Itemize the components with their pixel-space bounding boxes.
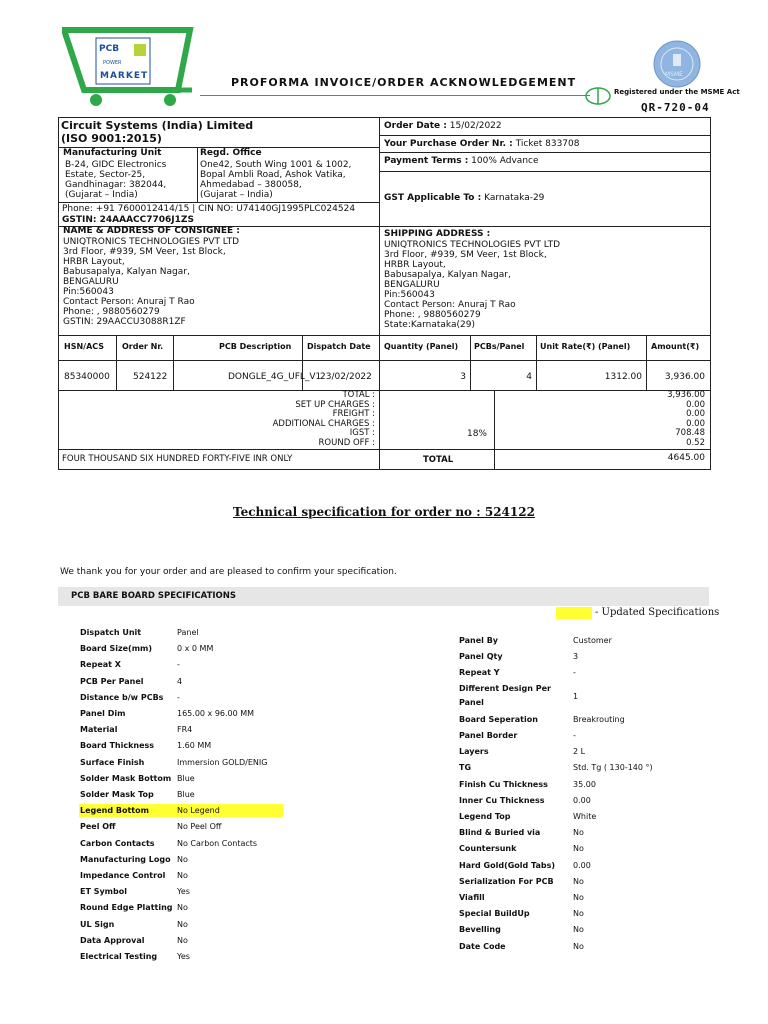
item-dispatch: 23/02/2022 [320,372,372,382]
col-header-rate: Unit Rate(₹) (Panel) [540,342,631,351]
phone-cin: Phone: +91 7600012414/15 | CIN NO: U74140GJ1995PLC024524 [62,204,356,214]
address-line: (Gujarat – India) [65,190,138,200]
order-date-value: 15/02/2022 [449,121,502,131]
pcb-power-market-logo [62,26,202,108]
spec-row [80,774,290,784]
spec-label: Board Seperation [459,714,538,724]
spec-label: Finish Cu Thickness [459,779,548,789]
divider [58,360,711,361]
msme-seal [652,40,702,92]
spec-row [459,812,709,822]
mfg-unit-label: Manufacturing Unit [63,148,162,158]
spec-value: No Carbon Contacts [177,838,258,848]
spec-row [459,652,709,662]
regd-office-address [200,160,351,200]
address-line: 3rd Floor, #939, SM Veer, 1st Block, [384,250,547,260]
charge-value: 0.00 [686,399,705,410]
payment-value: 100% Advance [471,156,539,166]
spec-label: Solder Mask Bottom [80,773,172,783]
title-rule [200,95,590,96]
total-label: TOTAL [423,455,454,465]
divider [379,226,711,227]
regd-office-label: Regd. Office [200,148,262,158]
address-line: BENGALURU [384,280,440,290]
logo-text-market: MARKET [100,71,149,81]
spec-label: UL Sign [80,919,115,929]
address-line: GSTIN: 29AACCU3088R1ZF [63,317,186,327]
spec-label: Countersunk [459,844,517,854]
spec-row [459,861,709,871]
spec-row [459,925,709,935]
spec-row [80,644,290,654]
spec-label: Panel Qty [459,652,503,662]
document-code: QR-720-04 [641,101,710,114]
spec-value: No [177,919,188,929]
spec-value: 0.00 [573,795,591,805]
spec-value: No Legend [177,806,220,816]
spec-label: Board Size(mm) [80,644,153,654]
spec-row [459,636,709,646]
spec-label: Panel By [459,636,499,645]
spec-value: No [573,828,584,838]
spec-value: FR4 [177,725,193,735]
item-hsn: 85340000 [64,372,110,382]
spec-value: - [573,731,576,740]
purchase-order [384,139,579,149]
order-date-label: Order Date : [384,121,447,131]
col-header-dispatch: Dispatch Date [307,342,371,351]
charge-label: FREIGHT : [332,409,375,419]
col-header-amount: Amount(₹) [651,342,700,351]
address-line: Estate, Sector-25, [65,170,146,180]
tech-spec-title: Technical specification for order no : 524122 [233,505,535,519]
address-line: State:Karnataka(29) [384,320,475,330]
divider [58,202,379,203]
divider [379,152,711,153]
spec-value: Blue [177,773,195,783]
spec-value: 165.00 x 96.00 MM [177,709,255,718]
col-header-pcbs: PCBs/Panel [474,342,525,351]
po-value: Ticket 833708 [515,139,580,149]
spec-row [80,839,290,849]
charge-value: 0.00 [686,409,705,419]
spec-row [459,668,709,678]
spec-label: Dispatch Unit [80,628,142,637]
spec-value: Yes [177,887,190,897]
charge-label: ADDITIONAL CHARGES : [272,418,375,429]
spec-row [80,660,290,670]
consignee-label: NAME & ADDRESS OF CONSIGNEE : [63,226,240,236]
item-qty: 3 [460,372,466,382]
spec-value: No [573,941,584,951]
order-date [384,121,502,131]
spec-label: Distance b/w PCBs [80,692,164,702]
spec-label: Surface Finish [80,757,145,767]
spec-label: PCB Per Panel [80,676,144,686]
spec-value: 4 [177,676,183,686]
item-pcbs: 4 [526,372,532,382]
spec-right-column [459,636,709,956]
spec-value: No Peel Off [177,822,222,832]
msme-seal-text: MSME [665,71,683,78]
address-line: 3rd Floor, #939, SM Veer, 1st Block, [63,247,226,257]
spec-value: Panel [177,628,199,637]
spec-value: 0 x 0 MM [177,644,214,654]
divider [58,335,711,336]
spec-row [459,877,709,887]
divider [494,390,495,470]
spec-row [80,822,290,832]
spec-label: Repeat X [80,660,121,670]
address-line: Gandhinagar: 382044, [65,180,167,190]
company-name: Circuit Systems (India) Limited [61,119,254,132]
address-line: Ahmedabad – 380058, [200,180,302,190]
charge-labels [200,391,375,448]
payment-terms [384,156,539,166]
spec-label: Electrical Testing [80,952,158,961]
spec-row [459,763,709,773]
spec-value: 0.00 [573,860,591,870]
spec-label: Inner Cu Thickness [459,795,545,805]
spec-row [459,893,709,903]
shipping-label: SHIPPING ADDRESS : [384,229,491,239]
spec-label: Solder Mask Top [80,790,154,799]
address-line: UNIQTRONICS TECHNOLOGIES PVT LTD [384,240,561,250]
spec-label: Panel Border [459,731,518,740]
divider [58,449,711,450]
spec-row [459,747,709,757]
spec-row [80,936,290,946]
address-line: Pin:560043 [63,287,114,297]
gst-applicable [384,193,544,203]
spec-row [459,796,709,806]
spec-label: ET Symbol [80,887,127,897]
item-desc: DONGLE_4G_UFL_V1 [228,372,322,382]
charge-label: ROUND OFF : [318,437,375,448]
spec-row [80,806,290,816]
spec-row [80,903,290,913]
divider [379,171,711,172]
spec-value: Customer [573,636,612,645]
spec-label: TG [459,763,472,773]
charge-values [600,391,705,448]
spec-header: PCB BARE BOARD SPECIFICATIONS [71,591,236,601]
address-line: B-24, GIDC Electronics [65,160,167,170]
spec-row [459,942,709,952]
spec-value: - [177,692,180,702]
address-line: UNIQTRONICS TECHNOLOGIES PVT LTD [63,237,240,247]
address-line: Contact Person: Anuraj T Rao [63,297,195,307]
spec-label: Impedance Control [80,871,166,880]
po-label: Your Purchase Order Nr. : [384,139,513,149]
spec-row [80,871,290,881]
spec-value: Immersion GOLD/ENIG [177,757,268,767]
spec-value: 1.60 MM [177,741,212,751]
updated-legend-text: - Updated Specifications [595,607,720,618]
spec-row [80,725,290,735]
spec-value: Std. Tg ( 130-140 °) [573,763,653,773]
spec-value: No [573,909,584,919]
spec-label: Panel Dim [80,709,126,718]
charge-label: IGST : [349,428,375,438]
spec-row [459,828,709,838]
payment-label: Payment Terms : [384,156,469,166]
spec-row [80,677,290,687]
spec-value: 35.00 [573,779,596,789]
divider [197,147,198,202]
updated-legend-swatch [556,607,592,619]
item-order: 524122 [133,372,168,382]
spec-value: No [573,893,584,902]
spec-row [459,780,709,790]
spec-left-column [80,628,290,968]
rule-end-icon [584,86,612,110]
spec-label: Legend Bottom [80,806,149,816]
spec-value: Yes [177,952,190,961]
total-value: 4645.00 [667,453,705,463]
divider [173,335,174,390]
charge-label: TOTAL : [342,390,375,400]
spec-label: Manufacturing Logo [80,854,171,864]
item-rate: 1312.00 [604,372,642,382]
spec-row [459,909,709,919]
spec-value: Breakrouting [573,714,625,724]
col-header-desc: PCB Description [219,342,292,351]
document-title: PROFORMA INVOICE/ORDER ACKNOWLEDGEMENT [231,76,577,89]
col-header-order: Order Nr. [122,342,164,351]
spec-row [80,887,290,897]
address-line: Babusapalya, Kalyan Nagar, [384,270,511,280]
spec-label: Blind & Buried via [459,828,541,838]
spec-value: No [573,876,584,886]
consignee-address [63,237,239,327]
spec-label: Bevelling [459,925,501,935]
msme-note: Registered under the MSME Act [614,88,740,96]
col-header-hsn: HSN/ACS [64,342,105,351]
gstin: GSTIN: 24AAACC7706J1ZS [62,215,194,225]
spec-label: Material [80,725,118,735]
address-line: Babusapalya, Kalyan Nagar, [63,267,190,277]
spec-row [80,855,290,865]
logo-text-pcb: PCB [99,44,120,54]
spec-label: Repeat Y [459,668,500,678]
address-line: (Gujarat – India) [200,190,273,200]
spec-value: - [177,660,180,670]
gst-value: Karnataka-29 [484,193,545,203]
company-iso: (ISO 9001:2015) [61,132,162,145]
spec-row [459,685,709,709]
spec-value: No [177,935,188,945]
spec-value: 2 L [573,747,586,757]
spec-row [459,844,709,854]
spec-label: Carbon Contacts [80,838,155,848]
logo-text-power: POWER [103,60,122,66]
charge-value: 708.48 [675,428,705,438]
address-line: BENGALURU [63,277,119,287]
spec-label: Viafill [459,893,485,902]
charge-label: SET UP CHARGES : [295,399,375,410]
gst-label: GST Applicable To : [384,193,482,203]
spec-value: Blue [177,790,195,799]
amount-in-words: FOUR THOUSAND SIX HUNDRED FORTY-FIVE INR ONLY [62,454,293,464]
charge-value: 0.00 [686,418,705,429]
item-amount: 3,936.00 [664,372,705,382]
spec-label: Special BuildUp [459,909,530,919]
spec-row [80,952,290,962]
shipping-address [384,240,560,330]
mfg-unit-address [65,160,166,200]
spec-row [80,790,290,800]
spec-label: Legend Top [459,812,511,821]
address-line: Contact Person: Anuraj T Rao [384,300,516,310]
charge-value: 0.52 [686,437,705,448]
address-line: One42, South Wing 1001 & 1002, [200,160,352,170]
address-line: HRBR Layout, [63,257,125,267]
divider [379,135,711,136]
thanks-note: We thank you for your order and are pleased to confirm your specification. [60,567,397,577]
divider [116,335,117,390]
spec-value: 1 [573,691,579,701]
spec-label: Different Design Per Panel [459,683,551,707]
spec-value: No [177,854,188,864]
spec-value: - [573,668,576,678]
spec-value: No [177,871,188,880]
spec-row [459,731,709,741]
spec-label: Board Thickness [80,741,155,751]
spec-row [80,758,290,768]
igst-rate: 18% [466,429,487,439]
spec-value: No [573,844,584,854]
spec-label: Hard Gold(Gold Tabs) [459,860,556,870]
address-line: Phone: , 9880560279 [384,310,481,320]
spec-row [80,693,290,703]
address-line: Bopal Ambli Road, Ashok Vatika, [200,170,346,180]
spec-label: Round Edge Platting [80,903,173,913]
spec-label: Serialization For PCB [459,876,554,886]
spec-label: Date Code [459,941,506,951]
spec-label: Peel Off [80,822,116,832]
spec-label: Data Approval [80,935,145,945]
address-line: HRBR Layout, [384,260,446,270]
spec-row [459,715,709,725]
address-line: Pin:560043 [384,290,435,300]
spec-value: 3 [573,652,579,662]
spec-row [80,709,290,719]
address-line: Phone: , 9880560279 [63,307,160,317]
col-header-qty: Quantity (Panel) [384,342,459,351]
spec-row [80,628,290,638]
spec-row [80,741,290,751]
spec-value: No [573,925,584,935]
spec-row [80,920,290,930]
spec-value: White [573,812,597,821]
charge-value: 3,936.00 [667,390,705,400]
spec-value: No [177,903,188,913]
spec-label: Layers [459,747,489,757]
